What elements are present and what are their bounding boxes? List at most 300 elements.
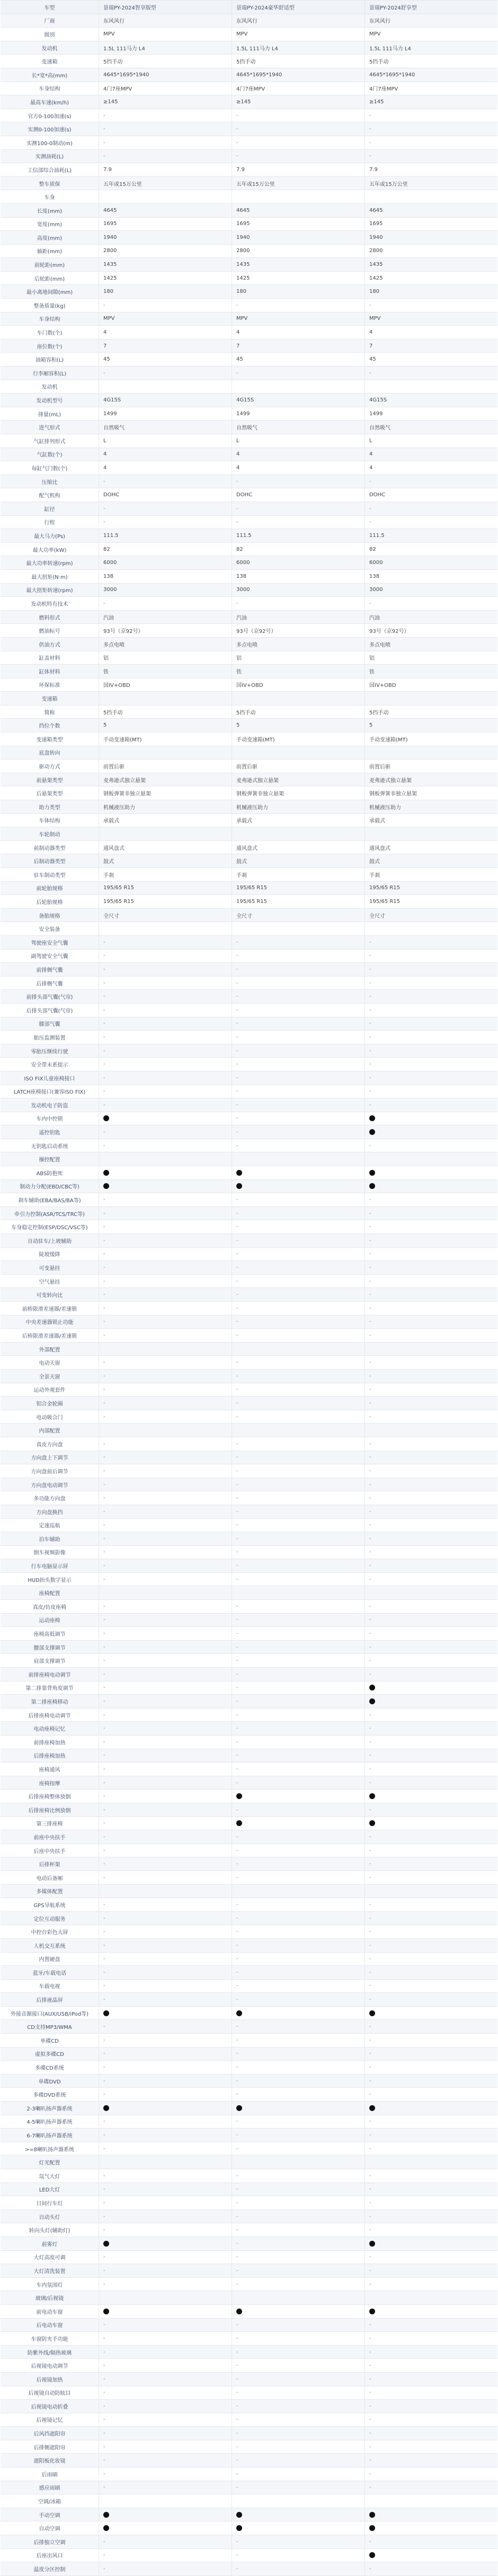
spec-value-text: -	[369, 1400, 371, 1406]
spec-row	[1, 1248, 497, 1262]
spec-value	[232, 421, 365, 434]
spec-value	[99, 2155, 232, 2169]
spec-label: 后风挡遮阳帘	[1, 2427, 99, 2440]
spec-row	[1, 1776, 497, 1790]
spec-value-text: -	[103, 980, 105, 986]
spec-value	[99, 1085, 232, 1098]
filled-dot-icon	[236, 2010, 242, 2016]
spec-value	[232, 1722, 365, 1735]
spec-value	[365, 1031, 497, 1044]
spec-value	[232, 1139, 365, 1152]
spec-value	[232, 407, 365, 421]
spec-value	[365, 448, 497, 461]
spec-value	[365, 692, 497, 705]
spec-row	[1, 2183, 497, 2197]
spec-value-text: -	[236, 1685, 238, 1691]
filled-dot-icon	[369, 1115, 375, 1121]
spec-value-text: 国IV+OBD	[103, 683, 130, 689]
spec-label: 后轮距(mm)	[1, 272, 99, 285]
spec-value	[99, 2359, 232, 2372]
spec-label: 最高车速(km/h)	[1, 95, 99, 109]
spec-value	[365, 1654, 497, 1667]
spec-value	[232, 638, 365, 651]
spec-label: 方向盘换挡	[1, 1505, 99, 1518]
spec-value-text: -	[103, 505, 105, 512]
spec-value-text: -	[369, 1576, 371, 1582]
spec-row	[1, 475, 497, 489]
spec-row	[1, 393, 497, 407]
spec-value	[365, 1207, 497, 1220]
spec-label: 灯光配置	[1, 2155, 99, 2169]
feature-dot-cell	[365, 2237, 497, 2250]
spec-value	[99, 1600, 232, 1613]
spec-value	[232, 1844, 365, 1857]
spec-value	[232, 800, 365, 813]
filled-dot-icon	[236, 2309, 242, 2314]
spec-value	[232, 1830, 365, 1844]
spec-value	[365, 2264, 497, 2277]
spec-row	[1, 1343, 497, 1356]
spec-label: HUD抬头数字显示	[1, 1573, 99, 1586]
spec-value-text: -	[369, 1712, 371, 1718]
spec-value	[365, 922, 497, 935]
spec-value-text: -	[369, 1034, 371, 1040]
filled-dot-icon	[369, 2512, 375, 2518]
spec-value-text: -	[369, 939, 371, 945]
spec-label: 厂商	[1, 14, 99, 28]
spec-value	[99, 909, 232, 922]
spec-value-text: -	[236, 1901, 238, 1908]
feature-dot-cell	[99, 1166, 232, 1179]
spec-value	[365, 177, 497, 190]
spec-label: 前排头部气囊(气帘)	[1, 990, 99, 1003]
spec-value	[99, 421, 232, 434]
spec-value-text: 1695	[369, 221, 383, 227]
spec-value-text: -	[369, 2145, 371, 2152]
feature-dot-cell	[99, 2007, 232, 2020]
spec-value-text: -	[103, 1956, 105, 1962]
spec-value	[365, 909, 497, 922]
spec-value-text: 钢板弹簧非独立悬架	[369, 791, 417, 798]
spec-label: 多碟CD系统	[1, 2061, 99, 2074]
spec-value-text: 1435	[103, 262, 117, 268]
spec-row	[1, 448, 497, 462]
spec-value	[232, 1410, 365, 1424]
spec-value-text: -	[369, 2566, 371, 2572]
spec-value-text: -	[103, 519, 105, 525]
spec-label: LATCH座椅接口(兼容ISO FIX)	[1, 1085, 99, 1098]
spec-row	[1, 41, 497, 55]
spec-value-text: -	[103, 1332, 105, 1338]
spec-value-text: -	[236, 1779, 238, 1786]
spec-label: 高度(mm)	[1, 231, 99, 244]
spec-value	[99, 1980, 232, 1993]
feature-dot-cell	[365, 2101, 497, 2115]
spec-value	[365, 1193, 497, 1206]
spec-label: 工信部综合油耗(L)	[1, 163, 99, 176]
spec-value-text: -	[236, 1563, 238, 1569]
spec-value	[232, 1288, 365, 1301]
spec-value	[365, 1275, 497, 1288]
spec-value	[232, 1641, 365, 1654]
spec-value-text: -	[236, 1833, 238, 1840]
spec-label: 气缸排列形式	[1, 434, 99, 448]
spec-value-text: 1499	[103, 410, 117, 417]
spec-value-text: -	[236, 1508, 238, 1515]
spec-value	[232, 339, 365, 353]
spec-value-text: -	[103, 1847, 105, 1854]
spec-row	[1, 990, 497, 1004]
spec-value	[365, 719, 497, 732]
spec-row	[1, 2549, 497, 2563]
spec-value-text: -	[236, 2444, 238, 2450]
spec-value-text: -	[103, 1088, 105, 1095]
spec-label: 可变转向比	[1, 1288, 99, 1301]
spec-label: 座椅按摩	[1, 1776, 99, 1790]
spec-label: 后排头部气囊(气帘)	[1, 1004, 99, 1017]
spec-value-text: -	[103, 1278, 105, 1284]
spec-value	[365, 1302, 497, 1315]
spec-value-text: -	[103, 1414, 105, 1420]
spec-value-text: 4	[236, 451, 240, 458]
spec-value	[232, 2020, 365, 2033]
filled-dot-icon	[369, 1820, 375, 1826]
spec-row	[1, 1803, 497, 1817]
spec-value	[365, 1763, 497, 1776]
spec-label: 外部配置	[1, 1343, 99, 1356]
spec-value-text: -	[103, 1468, 105, 1474]
filled-dot-icon	[103, 2525, 109, 2531]
spec-value	[365, 1912, 497, 1925]
spec-value	[232, 570, 365, 583]
spec-row	[1, 285, 497, 299]
spec-label: 配气机构	[1, 488, 99, 502]
spec-value-text: -	[369, 2430, 371, 2437]
spec-value	[232, 2115, 365, 2128]
spec-row	[1, 800, 497, 814]
spec-label: 无钥匙启动系统	[1, 1139, 99, 1152]
spec-row	[1, 854, 497, 868]
spec-value-text: -	[103, 1481, 105, 1488]
spec-value-text: -	[236, 1021, 238, 1027]
spec-value-text: -	[236, 1481, 238, 1488]
spec-value	[99, 475, 232, 488]
spec-value-text: -	[236, 1387, 238, 1393]
spec-value-text: -	[369, 1305, 371, 1311]
spec-value	[232, 922, 365, 935]
spec-value-text: -	[103, 2390, 105, 2396]
spec-value-text: 82	[369, 546, 376, 552]
spec-value-text: -	[369, 2444, 371, 2450]
spec-value-text: 4	[103, 329, 107, 336]
spec-label: 第二排座椅移动	[1, 1695, 99, 1708]
spec-value	[99, 1614, 232, 1627]
spec-label: 2-3喇叭扬声器系统	[1, 2101, 99, 2115]
spec-value-text: -	[103, 1048, 105, 1054]
spec-row	[1, 516, 497, 530]
spec-value-text: -	[369, 1563, 371, 1569]
spec-value	[365, 1410, 497, 1424]
spec-value-text: -	[236, 1617, 238, 1623]
spec-label: 膝部气囊	[1, 1017, 99, 1031]
spec-value-text: -	[369, 994, 371, 1000]
spec-value-text: -	[236, 1441, 238, 1447]
spec-value-text: -	[236, 1603, 238, 1609]
spec-row	[1, 1722, 497, 1736]
spec-label: 长度(mm)	[1, 204, 99, 217]
spec-value	[365, 2494, 497, 2508]
spec-value-text: -	[369, 1874, 371, 1881]
spec-row	[1, 2088, 497, 2101]
spec-value-text: L	[236, 437, 239, 444]
spec-value	[99, 1288, 232, 1301]
spec-value-text: -	[103, 1021, 105, 1027]
spec-value	[365, 2400, 497, 2413]
spec-value-text: -	[103, 1861, 105, 1867]
spec-value-text: 4645*1695*1940	[236, 71, 282, 78]
spec-value-text: -	[236, 980, 238, 986]
spec-value	[99, 570, 232, 583]
spec-row	[1, 434, 497, 448]
spec-value	[232, 1980, 365, 1993]
spec-value-text: -	[103, 1766, 105, 1772]
spec-value-text: -	[103, 1901, 105, 1908]
spec-label: 后排独立空调	[1, 2535, 99, 2548]
spec-value	[232, 2088, 365, 2101]
spec-value-text: -	[369, 1102, 371, 1108]
feature-dot-cell	[365, 1695, 497, 1708]
spec-row	[1, 2061, 497, 2074]
spec-label: 压缩比	[1, 475, 99, 488]
spec-value-text: -	[369, 1969, 371, 1975]
spec-value-text: -	[103, 2186, 105, 2193]
spec-value	[232, 163, 365, 176]
spec-row	[1, 177, 497, 191]
filled-dot-icon	[369, 1170, 375, 1176]
spec-value-text: -	[103, 2335, 105, 2341]
spec-label: 车型	[1, 1, 99, 14]
spec-row	[1, 936, 497, 950]
spec-label: 内置硬盘	[1, 1953, 99, 1966]
spec-value	[99, 339, 232, 353]
spec-value-text: 1499	[236, 410, 250, 417]
spec-value-text: 1695	[236, 221, 250, 227]
spec-label: 驾驶座安全气囊	[1, 936, 99, 949]
spec-value	[99, 1261, 232, 1274]
spec-label: 第三排座椅	[1, 1817, 99, 1830]
spec-value	[99, 1383, 232, 1397]
filled-dot-icon	[236, 2105, 242, 2111]
spec-value	[99, 2413, 232, 2427]
spec-label: 后排侧气囊	[1, 977, 99, 990]
spec-value-text: 铝	[103, 656, 109, 662]
spec-value-text: -	[369, 1997, 371, 2003]
spec-label: 前排座椅电动调节	[1, 1668, 99, 1681]
spec-value-text: -	[369, 2471, 371, 2477]
spec-value	[232, 624, 365, 637]
spec-value	[99, 136, 232, 149]
spec-value-text: -	[103, 1508, 105, 1515]
spec-value-text: -	[236, 1115, 238, 1122]
spec-label: 前轮距(mm)	[1, 258, 99, 271]
spec-value-text: 4门7座MPV	[369, 86, 398, 93]
spec-value	[99, 611, 232, 624]
spec-value-text: -	[369, 1088, 371, 1095]
spec-value-text: -	[236, 2199, 238, 2206]
spec-row	[1, 1844, 497, 1858]
spec-value-text: 4G15S	[236, 397, 254, 404]
spec-label: 定位互动服务	[1, 1912, 99, 1925]
spec-value	[365, 1017, 497, 1031]
spec-value-text: -	[103, 1549, 105, 1555]
spec-value-text: -	[103, 1373, 105, 1379]
spec-value-text: -	[103, 2227, 105, 2233]
spec-value-text: -	[103, 2091, 105, 2098]
spec-value-text: -	[103, 2132, 105, 2139]
spec-value-text: -	[103, 1752, 105, 1759]
spec-value-text: 180	[369, 289, 380, 295]
spec-row	[1, 218, 497, 231]
spec-row	[1, 2142, 497, 2156]
spec-label: 遮阳板化妆镜	[1, 2454, 99, 2467]
spec-value	[99, 638, 232, 651]
spec-value-text: -	[236, 1576, 238, 1582]
spec-value	[232, 1112, 365, 1125]
spec-value	[232, 1559, 365, 1572]
spec-value	[99, 1, 232, 14]
spec-value-text: -	[236, 2376, 238, 2382]
spec-value	[99, 1763, 232, 1776]
spec-value	[99, 109, 232, 122]
spec-value-text: -	[236, 1359, 238, 1366]
feature-dot-cell	[365, 2508, 497, 2521]
spec-label: 方向盘上下调节	[1, 1451, 99, 1464]
spec-value-text: -	[236, 2566, 238, 2572]
spec-row	[1, 1925, 497, 1939]
spec-value	[99, 2183, 232, 2196]
spec-value-text: -	[369, 1929, 371, 1935]
spec-value-text: -	[369, 1359, 371, 1366]
spec-row	[1, 2386, 497, 2400]
spec-value-text: -	[236, 126, 238, 132]
spec-value-text: -	[369, 2051, 371, 2057]
spec-row	[1, 1559, 497, 1573]
spec-value	[99, 1071, 232, 1085]
spec-value-text: 4	[236, 464, 240, 471]
spec-value	[232, 55, 365, 68]
spec-value-text: -	[369, 1631, 371, 1637]
spec-row	[1, 963, 497, 977]
spec-value	[232, 543, 365, 556]
filled-dot-icon	[369, 1129, 375, 1135]
spec-label: 后排座椅电动调节	[1, 1709, 99, 1722]
spec-label: 大灯清洗装置	[1, 2264, 99, 2277]
spec-value-text: 五年或15万公里	[236, 181, 275, 187]
spec-value-text: L	[369, 437, 372, 444]
spec-value	[365, 2346, 497, 2359]
spec-label: 行程	[1, 516, 99, 529]
feature-dot-cell	[365, 1817, 497, 1830]
spec-value-text: -	[103, 2471, 105, 2477]
spec-value	[232, 950, 365, 963]
spec-row	[1, 1817, 497, 1831]
spec-value	[232, 1803, 365, 1817]
spec-label: 后排座椅比例放倒	[1, 1803, 99, 1817]
spec-label: 多媒体配置	[1, 1885, 99, 1898]
spec-value	[365, 1152, 497, 1166]
spec-value-text: 五年或15万公里	[369, 181, 408, 187]
spec-label: 运动外观套件	[1, 1383, 99, 1397]
feature-dot-cell	[99, 2305, 232, 2318]
feature-dot-cell	[365, 1125, 497, 1139]
spec-value-text: -	[236, 2064, 238, 2071]
spec-value-text: -	[103, 2064, 105, 2071]
spec-value	[99, 990, 232, 1003]
spec-value	[99, 82, 232, 95]
spec-value-text: -	[369, 1956, 371, 1962]
spec-value-text: -	[369, 519, 371, 525]
spec-value	[232, 2467, 365, 2481]
spec-value	[365, 584, 497, 597]
spec-value	[365, 1139, 497, 1152]
spec-label: 发动机电子防盗	[1, 1098, 99, 1112]
spec-label: 后电动车窗	[1, 2319, 99, 2332]
spec-value	[232, 895, 365, 908]
spec-value-text: -	[103, 1997, 105, 2003]
spec-value	[99, 366, 232, 380]
spec-value	[99, 1275, 232, 1288]
spec-value	[99, 2319, 232, 2332]
spec-label: 安全装备	[1, 922, 99, 935]
spec-label: 电动天窗	[1, 1356, 99, 1369]
spec-value-text: -	[103, 1712, 105, 1718]
spec-value	[232, 1912, 365, 1925]
spec-value-text: -	[236, 1644, 238, 1650]
spec-value	[99, 1709, 232, 1722]
spec-value	[365, 1844, 497, 1857]
spec-value-text: -	[103, 2024, 105, 2030]
spec-value-text: -	[103, 1359, 105, 1366]
spec-value-text: 93号（京92号）	[369, 629, 410, 635]
spec-label: 副驾驶安全气囊	[1, 950, 99, 963]
spec-value-text: -	[236, 2363, 238, 2369]
spec-row	[1, 1031, 497, 1044]
spec-value	[232, 2400, 365, 2413]
spec-value	[232, 1302, 365, 1315]
spec-value-text: 93号（京92号）	[236, 629, 277, 635]
spec-value	[99, 28, 232, 41]
spec-value	[365, 299, 497, 312]
spec-value-text: 汽油	[103, 615, 114, 621]
filled-dot-icon	[369, 1685, 375, 1690]
spec-value	[232, 2386, 365, 2400]
spec-value-text: -	[369, 1373, 371, 1379]
spec-label: 整车质保	[1, 177, 99, 190]
spec-value	[99, 1125, 232, 1139]
spec-value	[232, 245, 365, 258]
spec-row	[1, 2467, 497, 2481]
spec-value-text: 4G15S	[369, 397, 387, 404]
spec-value	[365, 814, 497, 827]
spec-value-text: -	[103, 370, 105, 376]
spec-value	[365, 326, 497, 339]
spec-row	[1, 122, 497, 136]
spec-value	[232, 1397, 365, 1410]
spec-value	[99, 68, 232, 82]
spec-value	[99, 2562, 232, 2575]
spec-value-text: -	[236, 1752, 238, 1759]
spec-label: 后视镜电动调节	[1, 2359, 99, 2372]
